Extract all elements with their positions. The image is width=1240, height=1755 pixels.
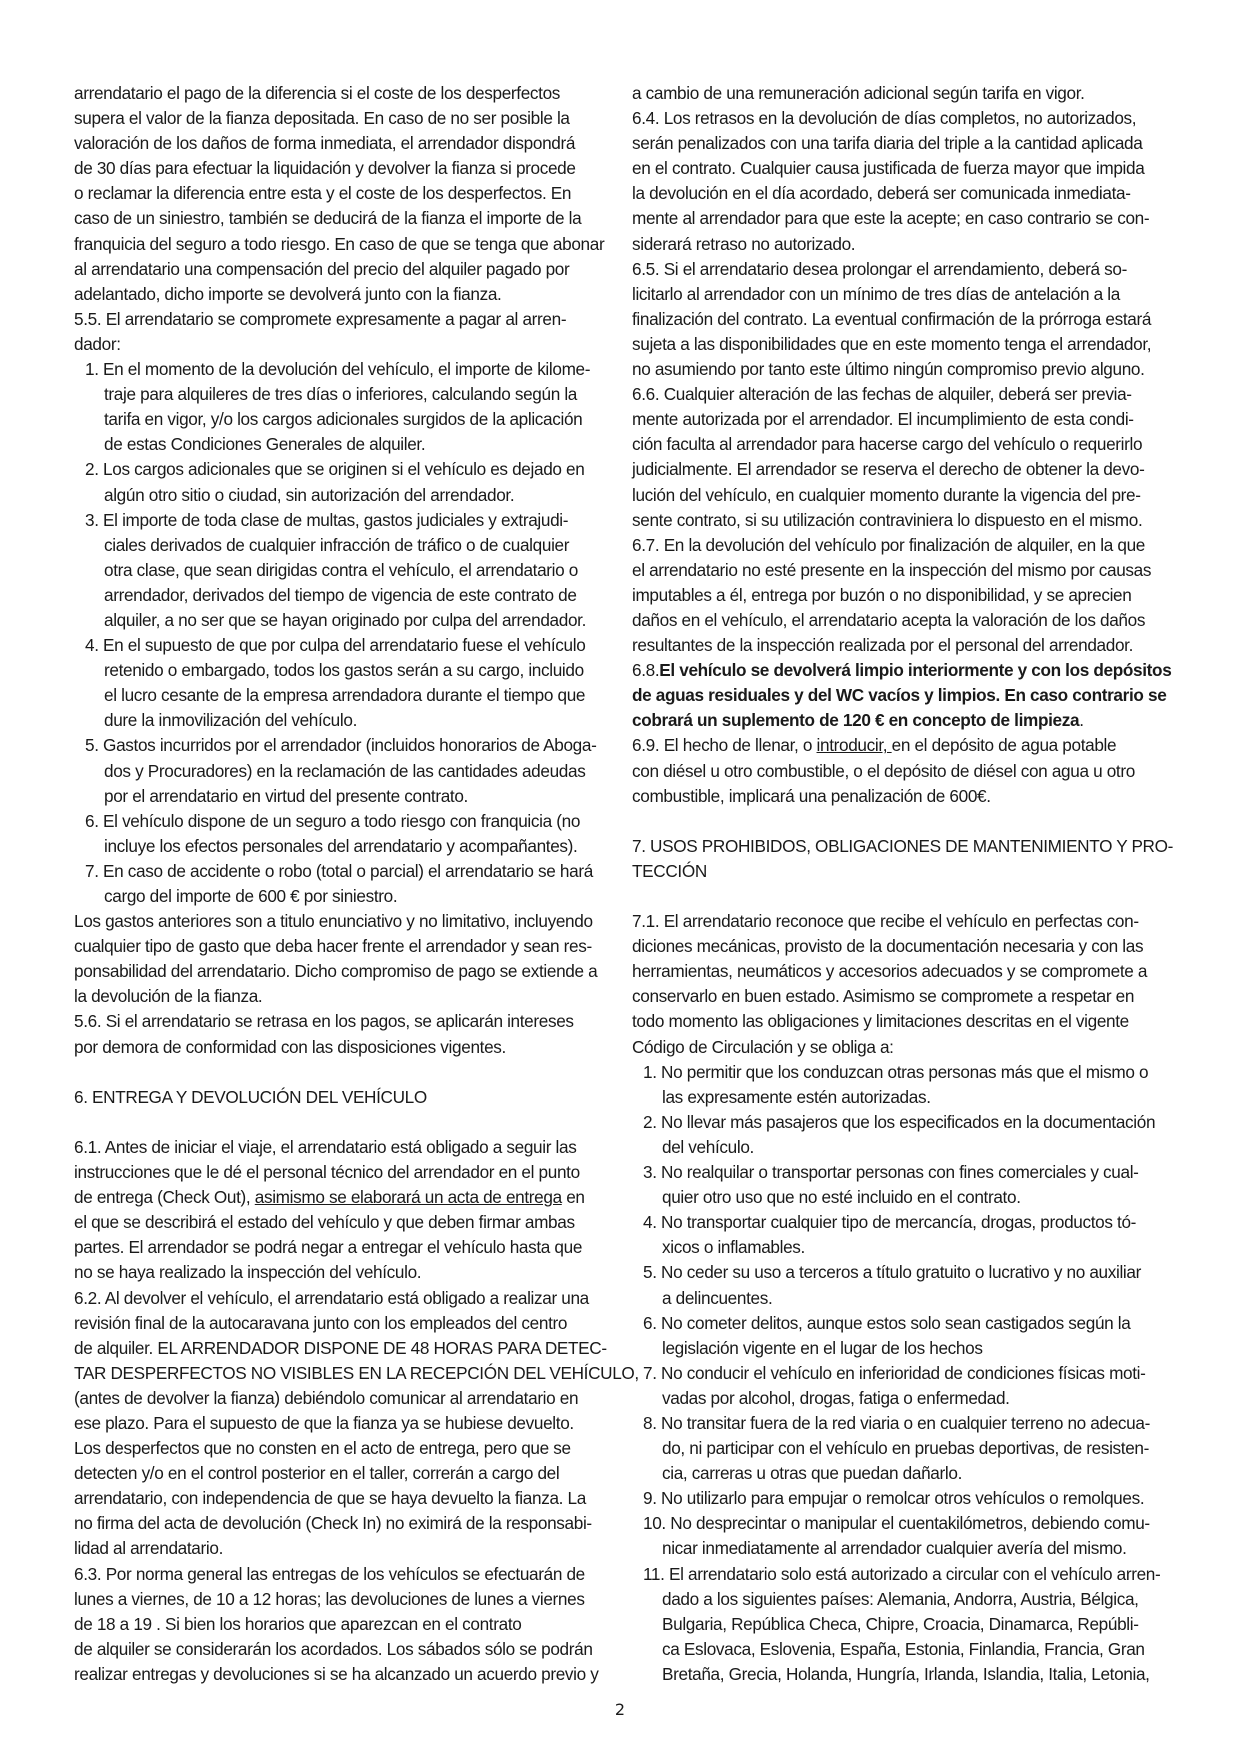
text-line: [632, 1562, 1188, 1587]
text-line: [632, 1260, 1188, 1285]
text-line: [74, 432, 622, 457]
text-line: [74, 508, 622, 533]
text-line: [74, 934, 622, 959]
text-line: [74, 382, 622, 407]
text-span: (antes de devolver la fianza) debiéndolo comunicar al arrendatario en: [74, 1387, 579, 1408]
text-span: 6.4. Los retrasos en la devolución de días completos, no autorizados,: [632, 108, 1137, 129]
text-span: de alquiler se considerarán los acordados. Los sábados sólo se podrán: [74, 1638, 593, 1659]
text-line: [74, 1135, 622, 1160]
text-span: de 18 a 19 . Si bien los horarios que aparezcan en el contrato: [74, 1613, 522, 1634]
text-line: [632, 959, 1188, 984]
text-span: cargo del importe de 600 € por siniestro.: [104, 886, 398, 906]
paragraph-spacer: [632, 884, 1188, 909]
text-line: [74, 483, 622, 508]
text-span: resultantes de la inspección realizada por el personal del arrendador.: [632, 635, 1134, 656]
paragraph-spacer: [74, 1060, 622, 1085]
text-line: [632, 181, 1188, 206]
text-line: [632, 1436, 1188, 1461]
text-span: adelantado, dicho importe se devolverá junto con la fianza.: [74, 283, 502, 304]
text-line: [632, 457, 1188, 482]
text-span: 5. No ceder su uso a terceros a título gratuito o lucrativo y no auxiliar: [643, 1262, 1141, 1283]
text-span: instrucciones que le dé el personal técnico del arrendador en el punto: [74, 1162, 580, 1183]
text-span: 6.8.: [632, 660, 660, 681]
text-line: [74, 1235, 622, 1260]
text-span: revisión final de la autocaravana junto con los empleados del centro: [74, 1312, 568, 1333]
text-line: [74, 1486, 622, 1511]
text-span: siderará retraso no autorizado.: [632, 233, 856, 254]
right-column: [632, 81, 1188, 1687]
text-line: [74, 959, 622, 984]
text-span: las expresamente estén autorizadas.: [662, 1086, 931, 1107]
text-line: [74, 1260, 622, 1285]
text-span: dador:: [74, 333, 121, 354]
text-line: [632, 859, 1188, 884]
text-line: [632, 1235, 1188, 1260]
text-span: 6. ENTREGA Y DEVOLUCIÓN DEL VEHÍCULO: [74, 1086, 427, 1107]
text-line: [74, 1361, 639, 1386]
text-line: [632, 1587, 1188, 1612]
text-line: [74, 1587, 622, 1612]
text-span: lidad al arrendatario.: [74, 1538, 223, 1559]
text-line: [74, 206, 622, 231]
text-line: [632, 1411, 1188, 1436]
text-line: [74, 884, 622, 909]
text-span: a delincuentes.: [662, 1287, 773, 1308]
text-span: legislación vigente en el lugar de los hechos: [662, 1337, 983, 1358]
text-span: mente al arrendador para que este la acepte; en caso contrario se con-: [632, 208, 1150, 229]
text-span: ción faculta al arrendador para hacerse cargo del vehículo o requerirlo: [632, 434, 1143, 455]
text-span: todo momento las obligaciones y limitaciones descritas en el vigente: [632, 1011, 1129, 1032]
text-span: el arrendatario no esté presente en la inspección del mismo por causas: [632, 559, 1152, 580]
text-span: 7. USOS PROHIBIDOS, OBLIGACIONES DE MANTENIMIENTO Y PRO-: [632, 835, 1174, 856]
text-line: [632, 382, 1188, 407]
text-span: quier otro uso que no esté incluido en el contrato.: [662, 1187, 1021, 1208]
text-line: [74, 859, 622, 884]
text-span: 5.6. Si el arrendatario se retrasa en los pagos, se aplicarán intereses: [74, 1011, 574, 1032]
text-line: [74, 583, 622, 608]
text-span: franquicia del seguro a todo riesgo. En caso de que se tenga que abonar: [74, 233, 605, 254]
text-line: [74, 282, 622, 307]
text-span: nicar inmediatamente al arrendador cualquier avería del mismo.: [662, 1538, 1127, 1559]
text-span: tarifa en vigor, y/o los cargos adicionales surgidos de la aplicación: [104, 409, 583, 430]
text-line: [632, 984, 1188, 1009]
text-line: [74, 1286, 622, 1311]
text-span: xicos o inflamables.: [662, 1237, 805, 1258]
text-span: la devolución de la fianza.: [74, 986, 263, 1007]
text-span: a cambio de una remuneración adicional según tarifa en vigor.: [632, 83, 1085, 103]
text-span: 2. No llevar más pasajeros que los especificados en la documentación: [643, 1111, 1156, 1132]
text-span: 7.1. El arrendatario reconoce que recibe el vehículo en perfectas con-: [632, 911, 1139, 932]
text-line: [632, 683, 1188, 708]
text-span: 6.2. Al devolver el vehículo, el arrendatario está obligado a realizar una: [74, 1287, 589, 1308]
text-span: 7. En caso de accidente o robo (total o parcial) el arrendatario se hará: [85, 860, 593, 881]
text-line: [632, 1536, 1188, 1561]
text-span: Los gastos anteriores son a titulo enunciativo y no limitativo, incluyendo: [74, 911, 593, 932]
bold-text: cobrará un suplemento de 120 € en concepto de limpieza: [632, 710, 1080, 731]
text-line: [632, 759, 1188, 784]
text-span: incluye los efectos personales del arrendatario y acompañantes).: [104, 835, 578, 856]
text-span: 6. No cometer delitos, aunque estos solo sean castigados según la: [643, 1312, 1131, 1333]
text-span: de alquiler. EL ARRENDADOR DISPONE DE 48 HORAS PARA DETEC-: [74, 1337, 607, 1358]
text-span: 3. No realquilar o transportar personas con fines comerciales y cual-: [643, 1162, 1139, 1183]
text-line: [74, 407, 622, 432]
text-line: [74, 1612, 622, 1637]
text-span: Los desperfectos que no consten en el acto de entrega, pero que se: [74, 1438, 571, 1459]
text-span: no asumiendo por tanto este último ningún compromiso previo alguno.: [632, 359, 1145, 380]
text-span: 6.5. Si el arrendatario desea prolongar el arrendamiento, deberá so-: [632, 258, 1128, 279]
text-span: dado a los siguientes países: Alemania, Andorra, Austria, Bélgica,: [662, 1588, 1139, 1609]
text-span: de entrega (Check Out),: [74, 1187, 255, 1208]
text-line: [74, 257, 622, 282]
text-span: mente autorizada por el arrendador. El incumplimiento de esta condi-: [632, 409, 1134, 430]
text-span: combustible, implicará una penalización de 600€.: [632, 785, 991, 806]
text-span: 2. Los cargos adicionales que se originen si el vehículo es dejado en: [85, 459, 585, 480]
text-span: daños en el vehículo, el arrendatario acepta la valoración de los daños: [632, 609, 1146, 630]
text-span: no se haya realizado la inspección del vehículo.: [74, 1262, 422, 1283]
text-line: [632, 1210, 1188, 1235]
text-line: [632, 81, 1188, 106]
text-span: judicialmente. El arrendador se reserva el derecho de obtener la devo-: [632, 459, 1145, 480]
text-span: 7. No conducir el vehículo en inferioridad de condiciones físicas moti-: [643, 1362, 1146, 1383]
text-line: [632, 583, 1188, 608]
text-span: con diésel u otro combustible, o el depósito de diésel con agua u otro: [632, 760, 1135, 781]
text-span: lución del vehículo, en cualquier momento durante la vigencia del pre-: [632, 484, 1141, 505]
text-line: [632, 1035, 1188, 1060]
text-line: [74, 106, 622, 131]
text-line: [74, 683, 622, 708]
text-span: 6.7. En la devolución del vehículo por finalización de alquiler, en la que: [632, 534, 1146, 555]
text-line: [632, 1361, 1188, 1386]
text-span: ca Eslovaca, Eslovenia, España, Estonia, Finlandia, Francia, Gran: [662, 1638, 1145, 1659]
text-line: [632, 934, 1188, 959]
text-span: 1. En el momento de la devolución del vehículo, el importe de kilome-: [85, 359, 591, 380]
text-span: ponsabilidad del arrendatario. Dicho compromiso de pago se extiende a: [74, 961, 598, 982]
text-span: en: [561, 1187, 585, 1208]
text-line: [632, 1009, 1188, 1034]
text-span: TECCIÓN: [632, 860, 707, 881]
text-line: [632, 282, 1188, 307]
text-span: arrendador, derivados del tiempo de vigencia de este contrato de: [104, 584, 577, 605]
text-span: sente contrato, si su utilización contraviniera lo dispuesto en el mismo.: [632, 509, 1143, 530]
text-line: [74, 232, 622, 257]
text-span: traje para alquileres de tres días o inferiores, calculando según la: [104, 384, 578, 405]
text-line: [74, 733, 622, 758]
text-span: retenido o embargado, todos los gastos serán a su cargo, incluido: [104, 660, 584, 681]
text-line: [632, 106, 1188, 131]
text-span: 6. El vehículo dispone de un seguro a todo riesgo con franquicia (no: [85, 810, 581, 831]
text-line: [632, 733, 1188, 758]
text-span: otra clase, que sean dirigidas contra el vehículo, el arrendatario o: [104, 559, 578, 580]
text-line: [74, 332, 622, 357]
text-span: diciones mecánicas, provisto de la documentación necesaria y con las: [632, 936, 1144, 957]
text-line: [632, 1486, 1188, 1511]
text-span: dos y Procuradores) en la reclamación de las cantidades adeudas: [104, 760, 586, 781]
text-line: [632, 533, 1188, 558]
text-line: [632, 156, 1188, 181]
text-line: [74, 357, 622, 382]
text-line: [632, 1160, 1188, 1185]
text-span: por el arrendatario en virtud del presente contrato.: [104, 785, 468, 806]
text-span: ciales derivados de cualquier infracción de tráfico o de cualquier: [104, 534, 570, 555]
text-span: herramientas, neumáticos y accesorios adecuados y se compromete a: [632, 961, 1148, 982]
text-line: [632, 1386, 1188, 1411]
text-span: o reclamar la diferencia entre esta y el coste de los desperfectos. En: [74, 183, 572, 204]
text-span: en el depósito de agua potable: [891, 735, 1117, 756]
text-line: [632, 1060, 1188, 1085]
text-line: [632, 909, 1188, 934]
text-span: 5.5. El arrendatario se compromete expresamente a pagar al arren-: [74, 308, 567, 329]
text-line: [74, 1436, 622, 1461]
text-span: cia, carreras u otras que puedan dañarlo.: [662, 1463, 962, 1484]
text-span: Bretaña, Grecia, Holanda, Hungría, Irlanda, Islandia, Italia, Letonia,: [662, 1663, 1150, 1684]
text-line: [632, 608, 1188, 633]
text-span: 9. No utilizarlo para empujar o remolcar otros vehículos o remolques.: [643, 1488, 1145, 1509]
text-line: [632, 432, 1188, 457]
text-span: 8. No transitar fuera de la red viaria o en cualquier terreno no adecua-: [643, 1412, 1150, 1433]
text-span: conservarlo en buen estado. Asimismo se compromete a respetar en: [632, 986, 1135, 1007]
text-span: Bulgaria, República Checa, Chipre, Croacia, Dinamarca, Repúbli-: [662, 1613, 1139, 1634]
text-span: detecten y/o en el control posterior en el taller, correrán a cargo del: [74, 1463, 560, 1484]
paragraph-spacer: [632, 809, 1188, 834]
text-line: [632, 307, 1188, 332]
text-line: [632, 834, 1188, 859]
text-line: [74, 131, 622, 156]
text-span: cualquier tipo de gasto que deba hacer frente el arrendador y sean res-: [74, 936, 592, 957]
text-line: [74, 1562, 622, 1587]
text-span: Código de Circulación y se obliga a:: [632, 1036, 894, 1057]
text-span: licitarlo al arrendador con un mínimo de tres días de antelación a la: [632, 283, 1120, 304]
text-line: [632, 232, 1188, 257]
text-line: [74, 1185, 622, 1210]
text-line: [632, 332, 1188, 357]
text-line: [74, 759, 622, 784]
text-line: [74, 156, 622, 181]
underlined-text: introducir,: [816, 735, 892, 756]
text-line: [74, 1336, 622, 1361]
text-line: [632, 1336, 1188, 1361]
text-span: 5. Gastos incurridos por el arrendador (incluidos honorarios de Aboga-: [85, 735, 597, 756]
text-span: partes. El arrendador se podrá negar a entregar el vehículo hasta que: [74, 1237, 583, 1258]
text-line: [632, 1662, 1188, 1687]
page-number: 2: [614, 1700, 626, 1719]
text-line: [632, 508, 1188, 533]
text-line: [74, 457, 622, 482]
left-column: [74, 81, 639, 1687]
text-span: lunes a viernes, de 10 a 12 horas; las devoluciones de lunes a viernes: [74, 1588, 585, 1609]
text-line: [632, 708, 1188, 733]
text-line: [632, 558, 1188, 583]
text-line: [74, 1662, 622, 1687]
text-line: [632, 483, 1188, 508]
text-span: 6.1. Antes de iniciar el viaje, el arrendatario está obligado a seguir las: [74, 1136, 577, 1157]
text-line: [74, 1311, 622, 1336]
text-span: al arrendatario una compensación del precio del alquiler pagado por: [74, 258, 570, 279]
text-span: 6.9. El hecho de llenar, o: [632, 735, 817, 756]
paragraph-spacer: [74, 1110, 622, 1135]
text-span: serán penalizados con una tarifa diaria del triple a la cantidad aplicada: [632, 133, 1143, 154]
text-span: vadas por alcohol, drogas, fatiga o enfermedad.: [662, 1387, 1010, 1408]
text-span: valoración de los daños de forma inmediata, el arrendador dispondrá: [74, 133, 576, 154]
text-span: la devolución en el día acordado, deberá ser comunicada inmediata-: [632, 183, 1131, 204]
text-line: [632, 1461, 1188, 1486]
text-line: [74, 909, 622, 934]
bold-text: de aguas residuales y del WC vacíos y limpios. En caso contrario se: [632, 685, 1167, 706]
text-line: [74, 608, 622, 633]
text-line: [632, 1185, 1188, 1210]
text-span: en el contrato. Cualquier causa justificada de fuerza mayor que impida: [632, 158, 1145, 179]
text-line: [74, 834, 622, 859]
text-line: [74, 784, 622, 809]
text-span: TAR DESPERFECTOS NO VISIBLES EN LA RECEPCIÓN DEL VEHÍCULO,: [74, 1362, 639, 1383]
text-line: [632, 633, 1188, 658]
text-line: [632, 357, 1188, 382]
underlined-text: asimismo se elaborará un acta de entrega: [254, 1187, 562, 1208]
text-span: 6.6. Cualquier alteración de las fechas de alquiler, deberá ser previa-: [632, 384, 1132, 405]
text-span: finalización del contrato. La eventual confirmación de la prórroga estará: [632, 308, 1152, 329]
text-line: [74, 1035, 622, 1060]
bold-text: El vehículo se devolverá limpio interiormente y con los depósitos: [659, 660, 1172, 681]
text-line: [74, 181, 622, 206]
text-span: no firma del acta de devolución (Check In) no eximirá de la responsabi-: [74, 1513, 592, 1534]
text-span: .: [1079, 710, 1084, 731]
text-line: [74, 1386, 622, 1411]
text-span: por demora de conformidad con las disposiciones vigentes.: [74, 1036, 506, 1057]
text-line: [632, 1311, 1188, 1336]
text-span: sujeta a las disponibilidades que en este momento tenga el arrendador,: [632, 333, 1152, 354]
text-span: alquiler, a no ser que se hayan originado por culpa del arrendador.: [104, 609, 587, 630]
text-line: [74, 708, 622, 733]
text-span: de 30 días para efectuar la liquidación y devolver la fianza si procede: [74, 158, 576, 179]
text-span: algún otro sitio o ciudad, sin autorización del arrendador.: [104, 484, 515, 505]
text-line: [632, 1286, 1188, 1311]
text-line: [632, 1511, 1188, 1536]
text-span: del vehículo.: [662, 1136, 754, 1157]
text-span: 4. No transportar cualquier tipo de mercancía, drogas, productos tó-: [643, 1212, 1137, 1233]
text-line: [74, 984, 622, 1009]
text-line: [632, 1110, 1188, 1135]
text-line: [632, 1135, 1188, 1160]
text-line: [632, 257, 1188, 282]
text-line: [632, 1637, 1188, 1662]
text-line: [632, 206, 1188, 231]
text-line: [74, 533, 622, 558]
text-span: 3. El importe de toda clase de multas, gastos judiciales y extrajudi-: [85, 509, 569, 530]
text-line: [632, 784, 1188, 809]
text-span: imputables a él, entrega por buzón o no disponibilidad, y se aprecien: [632, 584, 1132, 605]
text-span: arrendatario, con independencia de que se haya devuelto la fianza. La: [74, 1488, 586, 1509]
text-line: [632, 131, 1188, 156]
text-line: [74, 1411, 622, 1436]
text-line: [74, 1210, 622, 1235]
text-line: [74, 307, 622, 332]
text-span: 1. No permitir que los conduzcan otras personas más que el mismo o: [643, 1061, 1149, 1082]
text-span: do, ni participar con el vehículo en pruebas deportivas, de resisten-: [662, 1438, 1149, 1459]
text-span: 4. En el supuesto de que por culpa del arrendatario fuese el vehículo: [85, 635, 586, 656]
text-line: [74, 1160, 622, 1185]
text-line: [74, 1637, 622, 1662]
text-line: [74, 1511, 622, 1536]
text-line: [74, 1085, 622, 1110]
text-line: [74, 1536, 622, 1561]
text-span: supera el valor de la fianza depositada. En caso de no ser posible la: [74, 108, 570, 129]
text-line: [632, 1085, 1188, 1110]
text-span: el que se describirá el estado del vehículo y que deben firmar ambas: [74, 1212, 575, 1233]
text-line: [74, 81, 622, 106]
text-span: el lucro cesante de la empresa arrendadora durante el tiempo que: [104, 685, 586, 706]
text-span: realizar entregas y devoluciones si se ha alcanzado un acuerdo previo y: [74, 1663, 599, 1684]
text-line: [632, 407, 1188, 432]
text-span: 10. No desprecintar o manipular el cuentakilómetros, debiendo comu-: [643, 1513, 1150, 1534]
text-line: [74, 658, 622, 683]
text-span: caso de un siniestro, también se deducirá de la fianza el importe de la: [74, 208, 582, 229]
text-line: [632, 658, 1188, 683]
text-span: de estas Condiciones Generales de alquiler.: [104, 434, 426, 455]
text-line: [74, 633, 622, 658]
text-span: dure la inmovilización del vehículo.: [104, 710, 357, 731]
text-span: 11. El arrendatario solo está autorizado a circular con el vehículo arren-: [643, 1563, 1161, 1584]
text-span: arrendatario el pago de la diferencia si el coste de los desperfectos: [74, 83, 561, 103]
text-line: [632, 1612, 1188, 1637]
text-span: 6.3. Por norma general las entregas de los vehículos se efectuarán de: [74, 1563, 585, 1584]
text-line: [74, 558, 622, 583]
text-line: [74, 809, 622, 834]
text-line: [74, 1461, 622, 1486]
text-span: ese plazo. Para el supuesto de que la fianza ya se hubiese devuelto.: [74, 1412, 574, 1433]
text-line: [74, 1009, 622, 1034]
